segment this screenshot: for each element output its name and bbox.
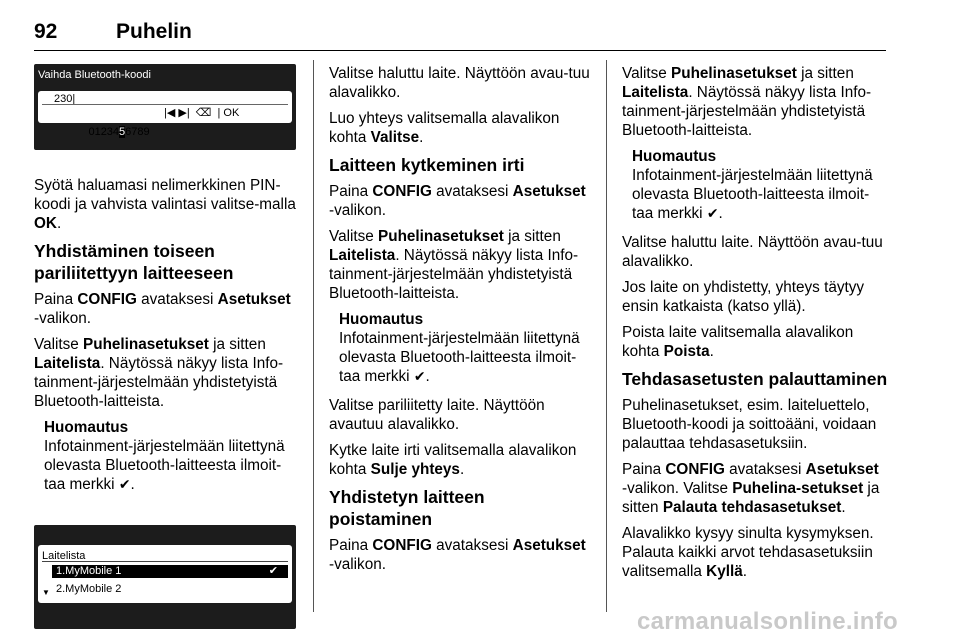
watermark: carmanualsonline.info bbox=[636, 608, 898, 635]
bluetooth-code-screen bbox=[34, 64, 296, 150]
paragraph: Valitse Puhelinasetukset ja sitten Laitelista. Näytössä näkyy lista Info-tainment-järjestelmään yhdistetyistä Bluetooth-laitteista. bbox=[622, 65, 872, 139]
note-text: Infotainment-järjestelmään liitettynä olevasta Bluetooth-laitteesta ilmoit-taa merkki bbox=[44, 438, 285, 493]
screen-panel bbox=[38, 69, 292, 138]
note-title: Huomautus bbox=[632, 148, 717, 165]
paragraph: Valitse Puhelinasetukset ja sitten Laitelista. Näytössä näkyy lista Info-tainment-järjestelmään yhdistetyistä Bluetooth-laitteista. bbox=[329, 228, 579, 302]
check-icon: ✔ bbox=[118, 477, 131, 493]
paragraph: Jos laite on yhdistetty, yhteys täytyy ensin katkaista (katso yllä). bbox=[622, 279, 865, 315]
heading-connect-other: Yhdistäminen toiseen pariliitettyyn laitteeseen bbox=[34, 241, 234, 283]
paragraph: Paina CONFIG avataksesi Asetukset -valikon. bbox=[329, 183, 586, 219]
section-title: Puhelin bbox=[116, 20, 192, 43]
screen-title: Vaihda Bluetooth-koodi bbox=[38, 69, 151, 81]
note-title: Huomautus bbox=[44, 419, 129, 436]
check-icon: ✔ bbox=[413, 369, 426, 385]
scroll-down-icon: ▼ bbox=[42, 588, 50, 597]
heading-disconnect: Laitteen kytkeminen irti bbox=[329, 155, 525, 175]
heading-remove-device: Yhdistetyn laitteen poistaminen bbox=[329, 487, 485, 529]
list-item: 2.MyMobile 2 bbox=[56, 583, 122, 595]
note: Huomautus Infotainment-järjestelmään liitettynä olevasta Bluetooth-laitteesta ilmoit-taa merkki ✔. bbox=[44, 418, 296, 495]
note-text: Infotainment-järjestelmään liitettynä olevasta Bluetooth-laitteesta ilmoit-taa merkki bbox=[339, 330, 580, 385]
note-text: Infotainment-järjestelmään liitettynä olevasta Bluetooth-laitteesta ilmoit-taa merkki bbox=[632, 167, 873, 222]
paragraph: Valitse haluttu laite. Näyttöön avau-tuu alavalikko. bbox=[622, 234, 883, 270]
key-row bbox=[64, 104, 150, 161]
heading-factory-reset: Tehdasasetusten palauttaminen bbox=[622, 369, 888, 389]
column-2 bbox=[329, 64, 591, 581]
column-3 bbox=[622, 64, 888, 588]
check-icon: ✔ bbox=[706, 206, 719, 222]
paragraph: Valitse Puhelinasetukset ja sitten Laitelista. Näytössä näkyy lista Info-tainment-järjestelmään yhdistetyistä Bluetooth-laitteista. bbox=[34, 336, 284, 410]
page-number: 92 bbox=[34, 20, 58, 43]
check-icon: ✔ bbox=[268, 565, 278, 577]
list-item: 1.MyMobile 1 ✔ bbox=[52, 565, 288, 578]
paragraph: Paina CONFIG avataksesi Asetukset -valikon. Valitse Puhelina-setukset ja sitten Palauta tehdasasetukset. bbox=[622, 461, 880, 516]
paragraph: Valitse haluttu laite. Näyttöön avau-tuu alavalikko. bbox=[329, 65, 590, 101]
note: Huomautus Infotainment-järjestelmään liitettynä olevasta Bluetooth-laitteesta ilmoit-taa merkki ✔. bbox=[632, 147, 888, 224]
key-highlight: 5 bbox=[119, 126, 126, 138]
paragraph: Paina CONFIG avataksesi Asetukset -valikon. bbox=[329, 537, 586, 573]
keys-after: 6789 bbox=[125, 126, 150, 138]
nav-keys: |◀ ▶| ⌫ | OK bbox=[164, 107, 240, 119]
screen-title: Laitelista bbox=[42, 550, 86, 562]
paragraph: Valitse pariliitetty laite. Näyttöön avautuu alavalikko. bbox=[329, 397, 545, 433]
screen-divider bbox=[42, 561, 288, 562]
paragraph: Luo yhteys valitsemalla alavalikon kohta Valitse. bbox=[329, 110, 560, 146]
column-1 bbox=[34, 64, 296, 629]
paragraph: Kytke laite irti valitsemalla alavalikon kohta Sulje yhteys. bbox=[329, 442, 577, 478]
paragraph: Paina CONFIG avataksesi Asetukset -valikon. bbox=[34, 291, 291, 327]
note: Huomautus Infotainment-järjestelmään liitettynä olevasta Bluetooth-laitteesta ilmoit-taa merkki ✔. bbox=[339, 310, 591, 387]
column-divider-1 bbox=[313, 60, 314, 612]
code-value: 230| bbox=[54, 93, 76, 105]
device-list-screen bbox=[34, 525, 296, 629]
screen-divider bbox=[42, 104, 288, 105]
paragraph: Puhelinasetukset, esim. laiteluettelo, Bluetooth-koodi ja soittoääni, voidaan palauttaa tehdasasetuksiin. bbox=[622, 397, 877, 452]
page-header bbox=[34, 0, 886, 51]
keys-before: 01234 bbox=[88, 126, 120, 138]
note-title: Huomautus bbox=[339, 311, 424, 328]
screen-panel bbox=[38, 545, 292, 603]
column-divider-2 bbox=[606, 60, 607, 612]
paragraph: Alavalikko kysyy sinulta kysymyksen. Palauta kaikki arvot tehdasasetuksiin valitsemalla Kyllä. bbox=[622, 525, 874, 580]
paragraph: Poista laite valitsemalla alavalikon kohta Poista. bbox=[622, 324, 854, 360]
paragraph: Syötä haluamasi nelimerkkinen PIN-koodi ja vahvista valintasi valitse-malla OK. bbox=[34, 177, 296, 232]
